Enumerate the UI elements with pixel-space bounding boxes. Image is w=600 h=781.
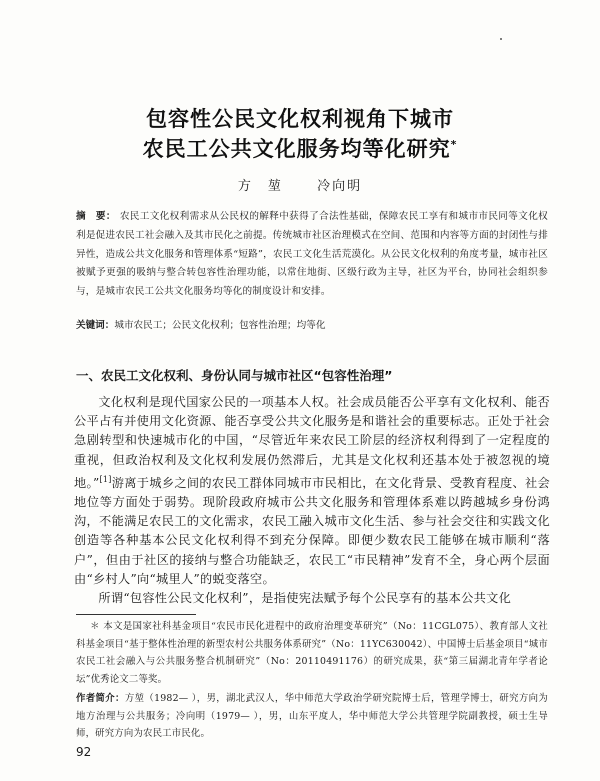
scan-speck bbox=[500, 38, 502, 40]
author-line bbox=[0, 175, 600, 194]
paragraph-1-continued: 游离于城乡之间的农民工群体同城市市民相比，在文化背景、受教育程度、社会地位等方面处于弱势。现阶段政府城市公共文化服务和管理体系难以跨越城乡身份鸿沟，不能满足农民工的文化需求，农民工融入城市文化生活、参与社会交往和实践文化创造等各种基本公民文化权利得不到充分保障。即便少数农民工能够在城市顺利“落户”，但由于社区的接纳与整合功能缺乏，农民工“市民精神”发育不全，身心两个层面由“乡村人”向“城里人”的蜕变落空。 bbox=[74, 475, 551, 586]
author-2: 冷向明 bbox=[317, 179, 363, 194]
title-line-1: 包容性公民文化权利视角下城市 bbox=[146, 107, 454, 131]
title-footnote-mark: * bbox=[450, 138, 458, 151]
title-line-2-text: 农民工公共文化服务均等化研究 bbox=[142, 137, 451, 161]
citation-ref: [1] bbox=[99, 474, 112, 484]
section-heading: 一、农民工文化权利、身份认同与城市社区“包容性治理” bbox=[76, 368, 393, 383]
keywords-label: 关键词： bbox=[76, 320, 115, 331]
footnote-author-intro bbox=[76, 690, 548, 743]
keywords-text: 城市农民工；公民文化权利；包容性治理；均等化 bbox=[114, 320, 326, 331]
keywords bbox=[76, 318, 548, 334]
paragraph-2: 所谓“包容性公民文化权利”，是指使宪法赋予每个公民享有的基本公共文化 bbox=[98, 591, 512, 606]
abstract bbox=[76, 208, 548, 302]
paragraph-1 bbox=[74, 393, 550, 589]
abstract-text: 农民工文化权利需求从公民权的解释中获得了合法性基础，保障农民工享有和城市市民同等文化权利是促进农民工社会融入及其市民化之前提。传统城市社区治理模式在空间、范围和内容等方面的封闭性与排异性，造成公共文化服务和管理体系“短路”，农民工文化生活荒漠化。从公民文化权利的角度考量，城市社区被赋予更强的吸纳与整合转包容性治理功能，以常住地街、区级行政为主导，社区为平台，协同社会组织参与，是城市农民工公共文化服务均等化的制度设计和安排。 bbox=[76, 211, 548, 298]
footnote-funding: ＊ 本文是国家社科基金项目“农民市民化进程中的政府治理变革研究”（No：11CGL075）、教育部人文社科基金项目“基于整体性治理的新型农村公共服务体系研究”（No：11YC630042）、中国博士后基金项目“城市农民工社会融入与公共服务整合机制研究”（No：20110491176）的研究成果，获“第三届湖北青年学者论坛”优秀论文二等奖。 bbox=[76, 621, 548, 685]
author-1: 方 堃 bbox=[237, 179, 283, 194]
abstract-label: 摘 要： bbox=[76, 211, 116, 222]
paragraph-1-text: 文化权利是现代国家公民的一项基本人权。社会成员能否公平享有文化权利、能否公平占有并使用文化资源、能否享受公共文化服务是和谐社会的重要标志。正处于社会急剧转型和快速城市化的中国，“尽管近年来农民工阶层的经济权利得到了一定程度的重视，但政治权利及文化权利发展仍然滞后，尤其是文化权利还基本处于被忽视的境地。” bbox=[74, 395, 550, 490]
author-intro-label: 作者简介： bbox=[76, 693, 125, 704]
page-number: 92 bbox=[76, 745, 92, 759]
footnote-divider bbox=[76, 614, 196, 615]
title-line-2 bbox=[0, 133, 600, 163]
body-text bbox=[74, 393, 550, 608]
author-intro-text: 方堃（1982— ），男，湖北武汉人，华中师范大学政治学研究院博士后，管理学博士，研究方向为地方治理与公共服务；冷向明（1979— ），男，山东平度人，华中师范大学公共管理学院副教授，硕士生导师，研究方向为农民工市民化。 bbox=[76, 693, 548, 739]
